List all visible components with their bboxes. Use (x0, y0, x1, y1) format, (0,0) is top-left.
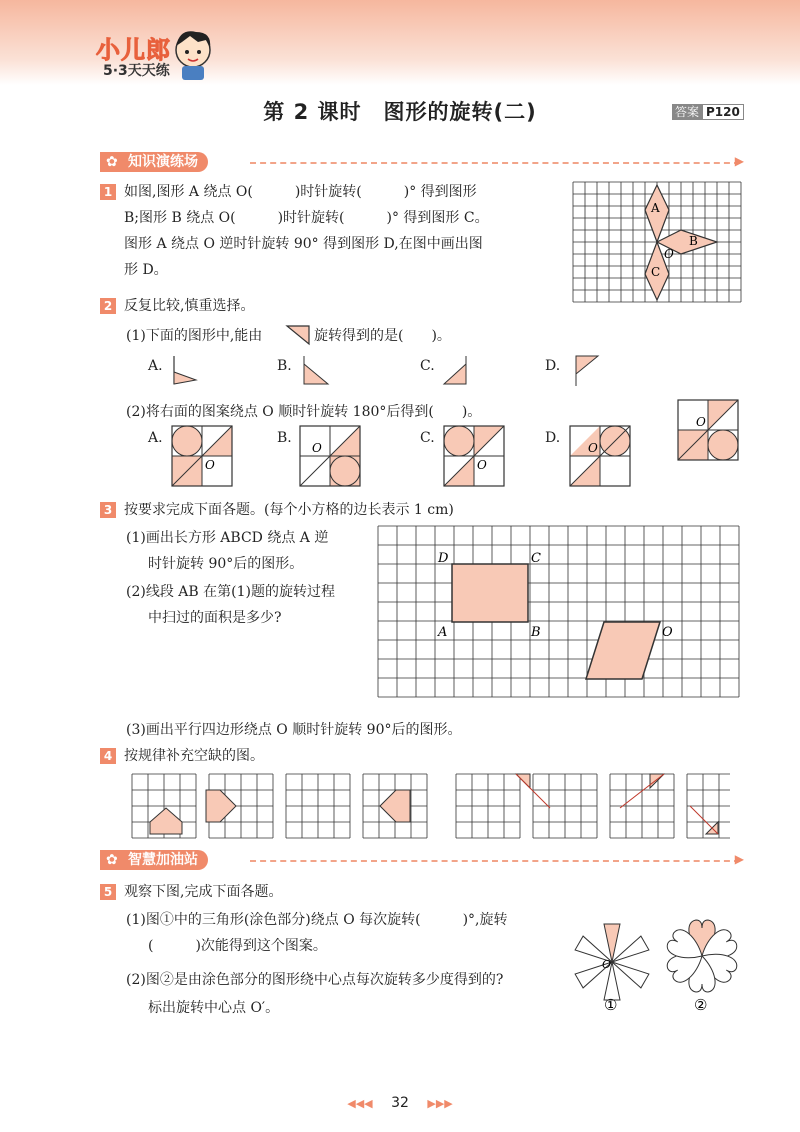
page-footer (0, 1095, 800, 1111)
label-o: O (696, 415, 706, 429)
divider (250, 162, 740, 164)
q3-grid-figure[interactable] (376, 524, 740, 700)
option-a-pattern[interactable] (170, 424, 236, 490)
next-arrows-icon: ▶▶▶ (427, 1097, 453, 1110)
q2-part1-tail: 旋转得到的是( )。 (314, 328, 451, 344)
answer-key: 答案 (672, 104, 702, 120)
rotation-source-pattern (676, 398, 740, 462)
option-label: C. (420, 430, 435, 446)
question-number: 1 (100, 184, 116, 200)
mascot-icon (168, 26, 218, 82)
figure-2-label: ② (694, 996, 708, 1014)
option-c-pattern[interactable] (442, 424, 508, 490)
option-c-shape[interactable] (442, 354, 476, 388)
q4-stem: 按规律补充空缺的图。 (124, 748, 264, 764)
q1-line: 如图,图形 A 绕点 O( )时针旋转( )° 得到图形 (124, 184, 477, 200)
q4-pattern-sequence[interactable] (130, 772, 730, 840)
answer-ref (672, 103, 744, 120)
label-c: C (531, 551, 541, 566)
label-o: O (602, 958, 612, 971)
q3-part1: (1)画出长方形 ABCD 绕点 A 逆 (126, 530, 329, 546)
question-number: 2 (100, 298, 116, 314)
q5-stem: 观察下图,完成下面各题。 (124, 884, 283, 900)
option-a-shape[interactable] (170, 354, 200, 388)
q5-part1-cont: ( )次能得到这个图案。 (148, 938, 327, 954)
answer-page: P120 (702, 104, 744, 120)
q3-part2: (2)线段 AB 在第(1)题的旋转过程 (126, 584, 335, 600)
option-d-pattern[interactable] (568, 424, 634, 490)
q5-part2-cont: 标出旋转中心点 O′。 (148, 1000, 280, 1016)
section-label: ✿ 知识演练场 (100, 152, 208, 172)
label-o: O (662, 625, 673, 640)
series-name: 5·3天天练 (103, 63, 170, 79)
q3-part2-cont: 中扫过的面积是多少? (148, 610, 282, 626)
label-b: B (531, 625, 541, 640)
section-banner-boost (100, 850, 744, 870)
q2-part2: (2)将右面的图案绕点 O 顺时针旋转 180°后得到( )。 (126, 404, 482, 420)
prev-arrows-icon: ◀◀◀ (347, 1097, 373, 1110)
option-label: D. (545, 358, 561, 374)
label-d: D (438, 551, 449, 566)
page-title: 第 2 课时 图形的旋转(二) (263, 100, 537, 124)
label-b: B (689, 234, 698, 248)
brand-logo: 小儿郎 (96, 36, 171, 64)
label-c: C (651, 265, 661, 279)
option-label: D. (545, 430, 561, 446)
page-number: 32 (391, 1095, 409, 1111)
option-b-pattern[interactable] (298, 424, 364, 490)
label-a: A (651, 201, 660, 215)
q3-part3: (3)画出平行四边形绕点 O 顺时针旋转 90°后的图形。 (126, 722, 462, 738)
q1-line: 图形 A 绕点 O 逆时针旋转 90° 得到图形 D,在图中画出图 (124, 236, 483, 252)
q1-grid-figure[interactable] (571, 180, 743, 312)
q2-part1: (1)下面的图形中,能由 (126, 328, 263, 344)
label-o: O (312, 441, 322, 455)
pinwheel-blade (604, 924, 620, 962)
q1-line: 形 D。 (124, 262, 168, 278)
arrow-icon: ▶ (734, 852, 744, 866)
question-number: 4 (100, 748, 116, 764)
q5-part2: (2)图②是由涂色部分的图形绕中心点每次旋转多少度得到的? (126, 972, 504, 988)
label-o: O (205, 458, 215, 472)
figure-1-label: ① (604, 996, 618, 1014)
q3-stem: 按要求完成下面各题。(每个小方格的边长表示 1 cm) (124, 502, 454, 518)
figure-2-flower (660, 910, 744, 1014)
label-a: A (438, 625, 448, 640)
q1-line: B;图形 B 绕点 O( )时针旋转( )° 得到图形 C。 (124, 210, 489, 226)
option-label: B. (277, 358, 292, 374)
divider (250, 860, 740, 862)
reference-shape-icon (285, 324, 311, 346)
option-label: B. (277, 430, 292, 446)
option-b-shape[interactable] (298, 354, 332, 388)
figure-1-pinwheel (572, 910, 656, 1014)
question-number: 3 (100, 502, 116, 518)
option-label: A. (148, 430, 163, 446)
label-o: O (588, 441, 598, 455)
arrow-icon: ▶ (734, 154, 744, 168)
option-label: C. (420, 358, 435, 374)
q2-stem: 反复比较,慎重选择。 (124, 298, 255, 314)
section-label: ✿ 智慧加油站 (100, 850, 208, 870)
label-o: O (477, 458, 487, 472)
label-o: O (664, 247, 674, 261)
option-label: A. (148, 358, 163, 374)
q3-part1-cont: 时针旋转 90°后的图形。 (148, 556, 304, 572)
question-number: 5 (100, 884, 116, 900)
section-banner-practice (100, 152, 744, 172)
q5-part1: (1)图①中的三角形(涂色部分)绕点 O 每次旋转( )°,旋转 (126, 912, 508, 928)
option-d-shape[interactable] (568, 354, 602, 388)
